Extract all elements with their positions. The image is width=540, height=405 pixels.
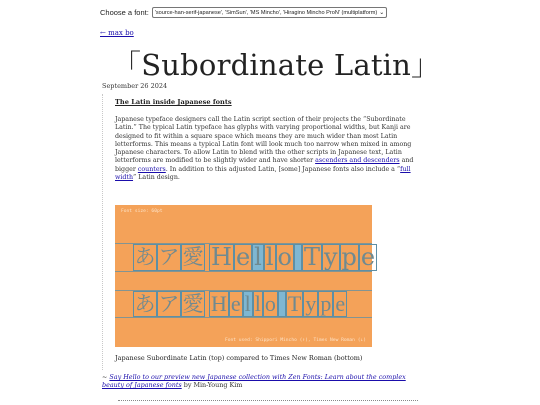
choose-font-label: Choose a font: <box>100 8 149 17</box>
latin-glyph: H <box>211 291 227 316</box>
kana-kanji-glyph: あ <box>134 245 156 269</box>
times-latin-row <box>133 291 347 317</box>
space-glyph <box>278 291 286 317</box>
footer-prefix: ~ <box>102 373 110 381</box>
japanese-latin-row <box>133 244 377 271</box>
latin-glyph: l <box>244 291 251 316</box>
baseline-guide <box>115 271 372 272</box>
post-date: September 26 2024 <box>102 82 168 90</box>
font-select[interactable] <box>152 7 387 18</box>
baseline-guide <box>115 317 372 318</box>
kana-kanji-glyph: あ <box>134 292 156 316</box>
row2-glyphs <box>133 291 347 317</box>
latin-glyph: o <box>264 291 276 316</box>
chevron-down-icon: ⌄ <box>379 10 385 16</box>
type-comparison-image <box>115 205 376 347</box>
latin-glyph: p <box>320 291 332 316</box>
paragraph-text-3: . In addition to this adjusted Latin, [some] Japanese fonts also include a “ <box>165 165 401 173</box>
footer-suffix: by Min-Young Kim <box>181 381 243 390</box>
page-title: 「Subordinate Latin」 <box>112 48 441 82</box>
image-caption: Japanese Subordinate Latin (top) compared to Times New Roman (bottom) <box>115 354 363 362</box>
latin-glyph: e <box>235 243 251 271</box>
latin-glyph: p <box>341 243 357 271</box>
font-select-value: 'source-han-serif-japanese', 'SimSun', 'MS Mincho', 'Hiragino Mincho ProN' (multiplatform) <box>154 9 378 16</box>
latin-glyph: T <box>287 291 302 316</box>
kana-kanji-glyph: ア <box>158 245 180 269</box>
font-chooser <box>100 7 387 18</box>
kana-kanji-glyph: 愛 <box>182 245 204 269</box>
latin-glyph: l <box>265 243 274 271</box>
latin-glyph: H <box>211 243 232 271</box>
font-used-label: Font used: Shippori Mincho (↑), Times New Roman (↓) <box>224 338 366 343</box>
full-width-link[interactable]: full width <box>115 165 411 182</box>
latin-glyph: l <box>254 291 261 316</box>
latin-glyph: T <box>303 243 320 271</box>
latin-glyph: y <box>323 243 338 271</box>
paragraph-text-2: and bigger <box>115 157 414 173</box>
paragraph-text-4: ” Latin design. <box>133 174 180 182</box>
latin-glyph: e <box>335 291 346 316</box>
latin-glyph: o <box>277 243 292 271</box>
ascenders-descenders-link[interactable]: ascenders and descenders <box>315 157 400 165</box>
back-link[interactable]: ← max bo <box>100 29 134 37</box>
footer-article-link[interactable]: Say Hello to our preview new Japanese collection with Zen Fonts: Learn about the complex beauty of Japanese fonts <box>102 373 406 390</box>
section-heading: The Latin inside Japanese fonts <box>115 98 232 106</box>
space-glyph <box>294 244 302 271</box>
counters-link[interactable]: counters <box>137 165 166 173</box>
latin-glyph: l <box>254 243 262 271</box>
latin-glyph: e <box>360 243 376 271</box>
font-size-label: Font size: 60pt <box>121 209 163 214</box>
divider <box>118 400 418 401</box>
row1-glyphs <box>133 244 377 271</box>
latin-glyph: e <box>230 291 241 316</box>
latin-glyph: y <box>305 291 317 316</box>
kana-kanji-glyph: 愛 <box>182 292 204 316</box>
paragraph-text-1: Japanese typeface designers call the Latin script section of their projects the “Subordinate Latin.” The typical Latin typeface has glyphs with varying proportional widths, but Kanji are designed to fit within a square space which means they are much wider than most Latin letterforms. This means a typical Latin font will look much too narrow when mixed in among Japanese characters. To allow Latin to blend with the other scripts in Japanese text, Latin letterforms are modified to be slightly wider and have shorter <box>115 116 412 165</box>
footer-reference <box>102 373 422 390</box>
article-body <box>102 94 433 370</box>
intro-paragraph <box>115 116 429 182</box>
kana-kanji-glyph: ア <box>158 292 180 316</box>
